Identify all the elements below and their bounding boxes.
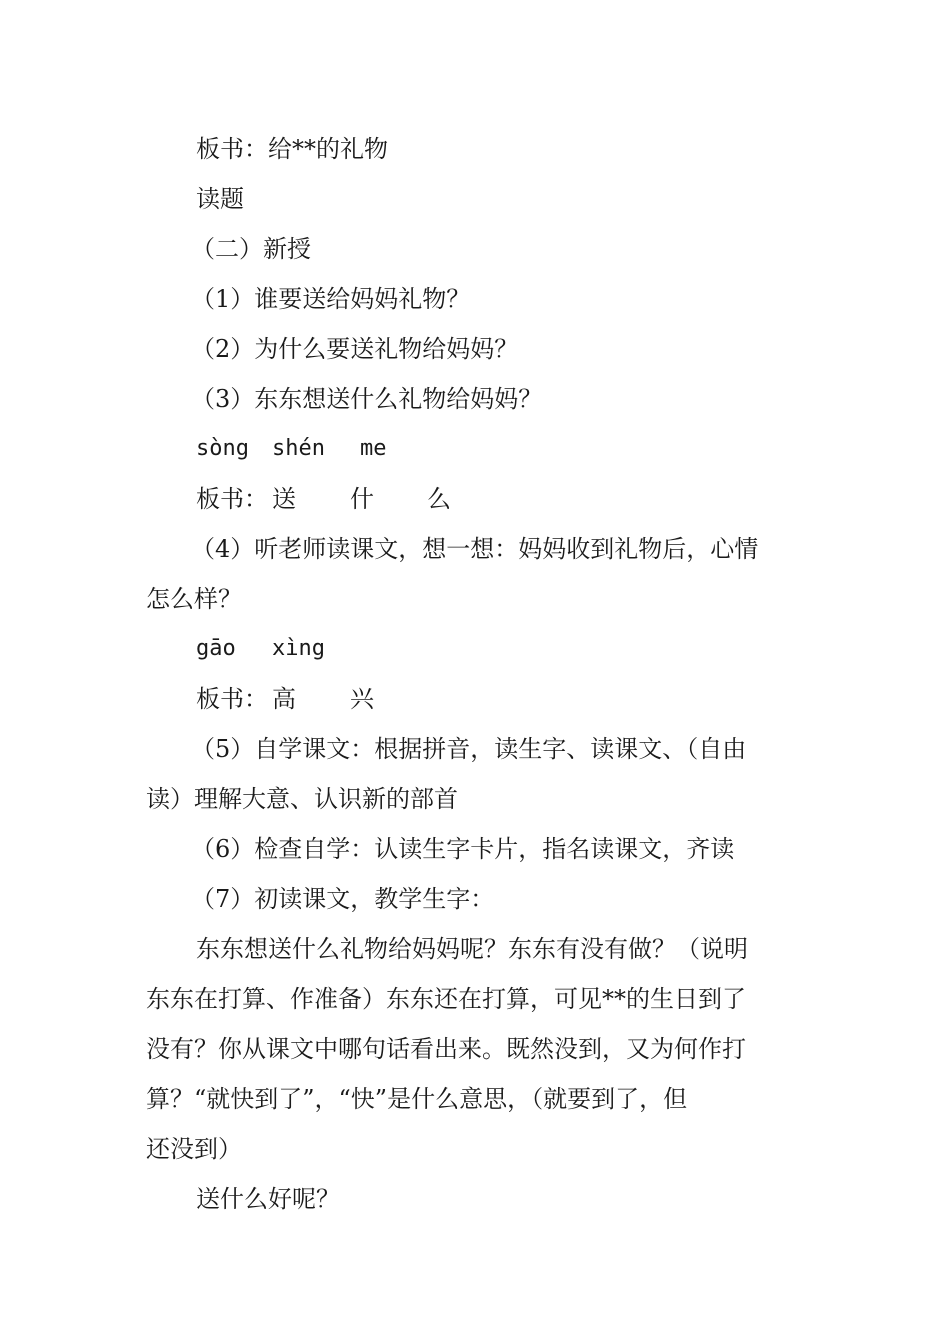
- pinyin-xing: xìng: [272, 636, 325, 661]
- read-title-line: 读题: [196, 185, 244, 213]
- board-title-line: 板书：给**的礼物: [196, 135, 388, 163]
- section-new-lesson: （二）新授: [191, 235, 311, 263]
- paragraph-line-3: 没有？你从课文中哪句话看出来。既然没到，又为何作打: [146, 1035, 746, 1063]
- pinyin-gao: gāo: [196, 636, 236, 661]
- question-5-line-2: 读）理解大意、认识新的部首: [146, 785, 458, 813]
- board-char-song: 送: [272, 485, 296, 513]
- board-char-me: 么: [427, 485, 451, 513]
- pinyin-me: me: [360, 436, 387, 461]
- board-char-gao: 高: [272, 685, 296, 713]
- board-char-xing: 兴: [350, 685, 374, 713]
- paragraph-line-1: 东东想送什么礼物给妈妈呢？东东有没有做？（说明: [196, 935, 748, 963]
- board-line-2: [146, 674, 806, 724]
- document-body: [146, 124, 806, 1224]
- question-1: （1）谁要送给妈妈礼物？: [191, 285, 471, 313]
- question-7: （7）初读课文，教学生字：: [191, 885, 495, 913]
- closing-question: 送什么好呢？: [196, 1185, 340, 1213]
- question-5-line-1: （5）自学课文：根据拼音，读生字、读课文、（自由: [191, 735, 747, 763]
- board-label-2: 板书：: [196, 685, 268, 713]
- pinyin-shen: shén: [272, 436, 325, 461]
- pinyin-line-1: [146, 424, 806, 474]
- paragraph-line-5: 还没到）: [146, 1135, 242, 1163]
- pinyin-song: sòng: [196, 436, 249, 461]
- paragraph-line-2: 东东在打算、作准备）东东还在打算，可见**的生日到了: [146, 985, 746, 1013]
- question-6: （6）检查自学：认读生字卡片，指名读课文，齐读: [191, 835, 735, 863]
- pinyin-line-2: [146, 624, 806, 674]
- board-char-shen: 什: [350, 485, 374, 513]
- question-3: （3）东东想送什么礼物给妈妈？: [191, 385, 543, 413]
- question-2: （2）为什么要送礼物给妈妈？: [191, 335, 519, 363]
- board-label: 板书：: [196, 485, 268, 513]
- question-4-line-2: 怎么样？: [146, 585, 242, 613]
- board-line-1: [146, 474, 806, 524]
- question-4-line-1: （4）听老师读课文，想一想：妈妈收到礼物后，心情: [191, 535, 759, 563]
- paragraph-line-4: 算？“就快到了”，“快”是什么意思，（就要到了，但: [146, 1085, 688, 1113]
